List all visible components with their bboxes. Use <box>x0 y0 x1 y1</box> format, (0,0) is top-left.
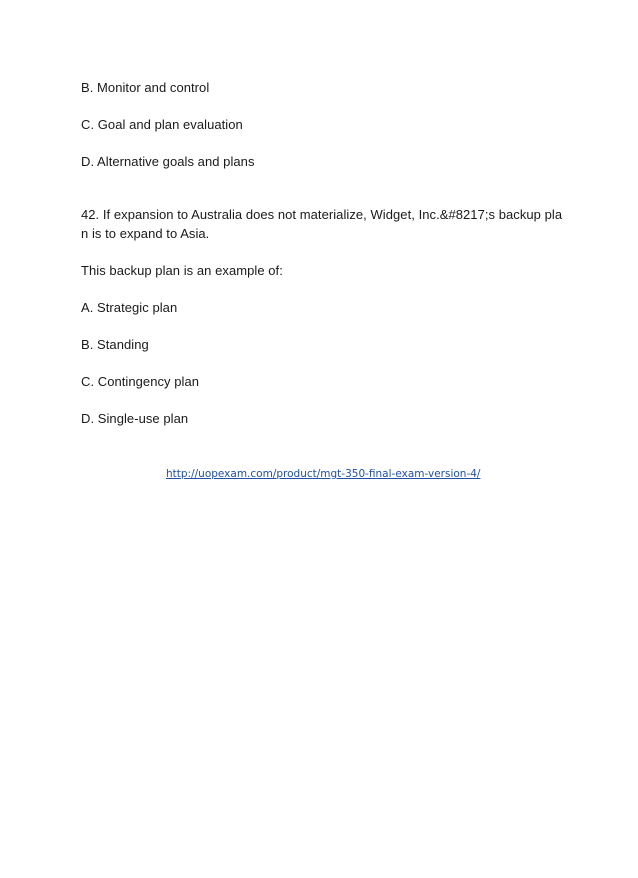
answer-option-a: A. Strategic plan <box>81 300 178 315</box>
question-prompt: This backup plan is an example of: <box>81 263 283 278</box>
question-text-line-2: n is to expand to Asia. <box>81 226 210 241</box>
answer-option-c: C. Contingency plan <box>81 374 200 389</box>
product-link[interactable]: http://uopexam.com/product/mgt-350-final-exam-version-4/ <box>166 468 481 480</box>
answer-option-b-prev: B. Monitor and control <box>81 80 210 95</box>
question-text-line-1: 42. If expansion to Australia does not materialize, Widget, Inc.&#8217;s backup pla <box>81 207 563 222</box>
answer-option-d: D. Single-use plan <box>81 411 189 426</box>
answer-option-b: B. Standing <box>81 337 149 352</box>
answer-option-c-prev: C. Goal and plan evaluation <box>81 117 243 132</box>
answer-option-d-prev: D. Alternative goals and plans <box>81 154 255 169</box>
